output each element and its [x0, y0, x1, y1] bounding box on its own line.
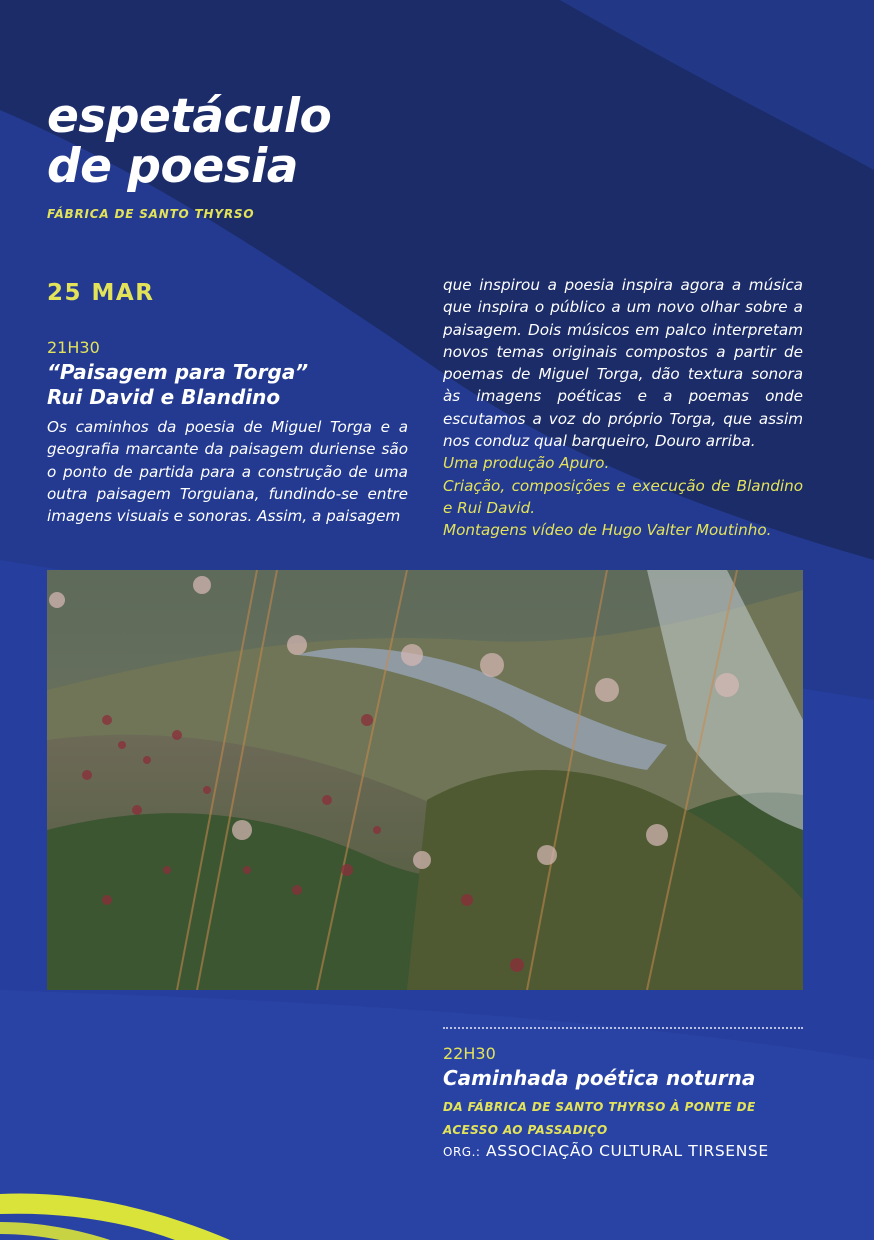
- venue-label: FÁBRICA DE SANTO THYRSO: [47, 207, 255, 221]
- event1-title: [47, 360, 308, 410]
- credit-video: Montagens vídeo de Hugo Valter Moutinho.: [443, 521, 772, 540]
- credit-creation: Criação, composições e execução de Blandino e Rui David.: [443, 476, 803, 517]
- event1-time: 21H30: [47, 338, 100, 357]
- credit-production: Uma produção Apuro.: [443, 454, 610, 473]
- event1-description-column: [443, 274, 803, 542]
- title-line-1: espetáculo: [47, 89, 332, 144]
- event1-description-part2: que inspirou a poesia inspira agora a música que inspira o público a um novo olhar sobre a paisagem. Dois músicos em palco interpretam novos temas originais compostos a partir de poemas de Miguel Torga, dão textura sonora às imagens poéticas e a poemas onde escutamos a voz do próprio Torga, que assim nos conduz qual barqueiro, Douro arriba.: [443, 276, 803, 451]
- event1-title-line-1: “Paisagem para Torga”: [47, 360, 309, 384]
- page-title: [47, 89, 332, 194]
- event2-time: 22H30: [443, 1044, 496, 1063]
- organizer-name: ASSOCIAÇÃO CULTURAL TIRSENSE: [485, 1142, 769, 1160]
- organizer-label: ORG.:: [443, 1145, 481, 1159]
- event-date: 25 MAR: [47, 280, 155, 306]
- event1-title-line-2: Rui David e Blandino: [47, 385, 281, 409]
- event1-description-part1: Os caminhos da poesia de Miguel Torga e a geografia marcante da paisagem duriense são o ponto de partida para a construção de uma outra paisagem Torguiana, fundindo-se entre imagens visuais e sonoras. Assim, a paisagem: [47, 418, 408, 526]
- event2-organizer: [443, 1142, 769, 1160]
- event1-credits: [443, 452, 803, 541]
- douro-landscape-photo: [47, 570, 803, 990]
- landscape-image: [47, 570, 803, 990]
- event2-route: DA FÁBRICA DE SANTO THYRSO À PONTE DE ACESSO AO PASSADIÇO: [443, 1100, 756, 1137]
- event2-title: Caminhada poética noturna: [443, 1066, 756, 1090]
- title-line-2: de poesia: [47, 139, 298, 194]
- section-divider: [443, 1027, 803, 1029]
